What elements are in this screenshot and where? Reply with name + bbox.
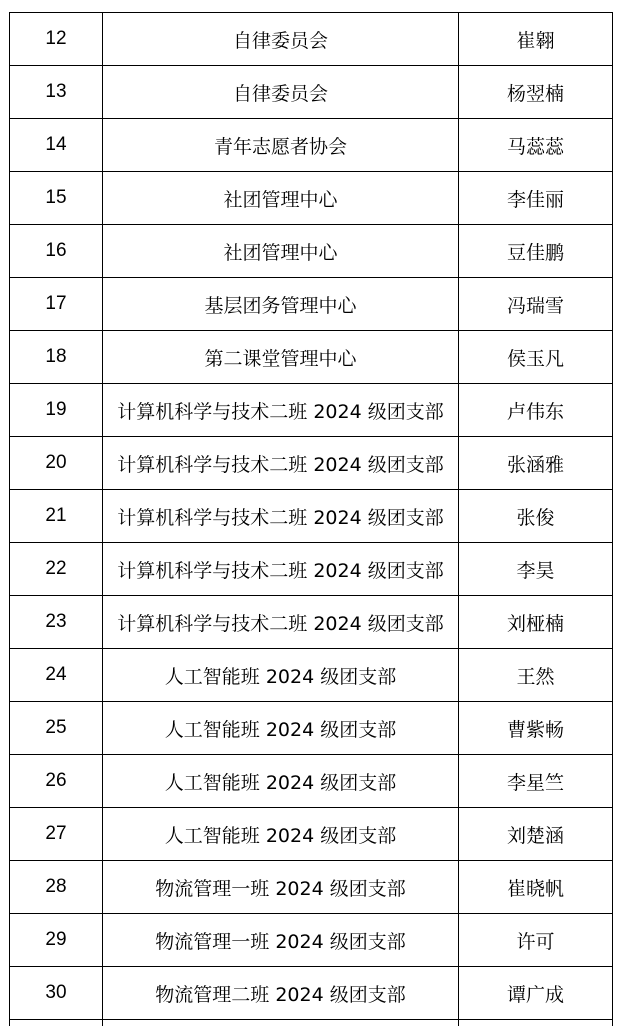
row-number-cell: 29	[10, 914, 103, 967]
table-row	[10, 490, 613, 543]
empty-cell	[10, 1020, 103, 1026]
row-number-cell: 22	[10, 543, 103, 596]
row-number-cell: 28	[10, 861, 103, 914]
table-row	[10, 702, 613, 755]
person-name-cell: 崔晓帆	[459, 861, 613, 914]
organization-cell: 第二课堂管理中心	[103, 331, 459, 384]
organization-cell: 物流管理一班 2024 级团支部	[103, 914, 459, 967]
row-number-cell: 21	[10, 490, 103, 543]
row-number-cell: 17	[10, 278, 103, 331]
organization-cell: 计算机科学与技术二班 2024 级团支部	[103, 596, 459, 649]
table-row	[10, 861, 613, 914]
organization-cell: 社团管理中心	[103, 172, 459, 225]
empty-cell	[459, 1020, 613, 1026]
person-name-cell: 许可	[459, 914, 613, 967]
table-row-partial	[10, 1020, 613, 1026]
person-name-cell: 曹紫畅	[459, 702, 613, 755]
organization-cell: 青年志愿者协会	[103, 119, 459, 172]
organization-cell: 人工智能班 2024 级团支部	[103, 808, 459, 861]
table-row	[10, 278, 613, 331]
person-name-cell: 马蕊蕊	[459, 119, 613, 172]
person-name-cell: 张俊	[459, 490, 613, 543]
table-row	[10, 914, 613, 967]
table-row	[10, 543, 613, 596]
row-number-cell: 13	[10, 66, 103, 119]
row-number-cell: 15	[10, 172, 103, 225]
organization-cell: 人工智能班 2024 级团支部	[103, 702, 459, 755]
table-row	[10, 119, 613, 172]
table-row	[10, 755, 613, 808]
row-number-cell: 25	[10, 702, 103, 755]
person-name-cell: 刘楚涵	[459, 808, 613, 861]
table-row	[10, 808, 613, 861]
person-name-cell: 李佳丽	[459, 172, 613, 225]
row-number-cell: 24	[10, 649, 103, 702]
row-number-cell: 30	[10, 967, 103, 1020]
row-number-cell: 14	[10, 119, 103, 172]
table-row	[10, 384, 613, 437]
table-row	[10, 225, 613, 278]
table-row	[10, 596, 613, 649]
table-row	[10, 331, 613, 384]
table-row	[10, 66, 613, 119]
organization-cell: 计算机科学与技术二班 2024 级团支部	[103, 490, 459, 543]
table-row	[10, 13, 613, 66]
row-number-cell: 18	[10, 331, 103, 384]
row-number-cell: 12	[10, 13, 103, 66]
person-name-cell: 杨翌楠	[459, 66, 613, 119]
organization-cell: 基层团务管理中心	[103, 278, 459, 331]
table-row	[10, 967, 613, 1020]
organization-cell: 物流管理二班 2024 级团支部	[103, 967, 459, 1020]
person-name-cell: 崔翱	[459, 13, 613, 66]
roster-table	[9, 12, 613, 1026]
row-number-cell: 20	[10, 437, 103, 490]
person-name-cell: 豆佳鹏	[459, 225, 613, 278]
roster-table-container	[9, 12, 612, 1026]
person-name-cell: 谭广成	[459, 967, 613, 1020]
row-number-cell: 26	[10, 755, 103, 808]
person-name-cell: 张涵雅	[459, 437, 613, 490]
row-number-cell: 23	[10, 596, 103, 649]
row-number-cell: 19	[10, 384, 103, 437]
organization-cell: 物流管理一班 2024 级团支部	[103, 861, 459, 914]
empty-cell	[103, 1020, 459, 1026]
organization-cell: 人工智能班 2024 级团支部	[103, 649, 459, 702]
organization-cell: 计算机科学与技术二班 2024 级团支部	[103, 543, 459, 596]
person-name-cell: 李星竺	[459, 755, 613, 808]
person-name-cell: 王然	[459, 649, 613, 702]
table-row	[10, 649, 613, 702]
person-name-cell: 冯瑞雪	[459, 278, 613, 331]
organization-cell: 人工智能班 2024 级团支部	[103, 755, 459, 808]
person-name-cell: 李昊	[459, 543, 613, 596]
person-name-cell: 侯玉凡	[459, 331, 613, 384]
row-number-cell: 16	[10, 225, 103, 278]
organization-cell: 自律委员会	[103, 13, 459, 66]
organization-cell: 自律委员会	[103, 66, 459, 119]
organization-cell: 社团管理中心	[103, 225, 459, 278]
person-name-cell: 刘桠楠	[459, 596, 613, 649]
organization-cell: 计算机科学与技术二班 2024 级团支部	[103, 384, 459, 437]
row-number-cell: 27	[10, 808, 103, 861]
roster-table-body	[10, 13, 613, 1026]
person-name-cell: 卢伟东	[459, 384, 613, 437]
table-row	[10, 437, 613, 490]
organization-cell: 计算机科学与技术二班 2024 级团支部	[103, 437, 459, 490]
table-row	[10, 172, 613, 225]
